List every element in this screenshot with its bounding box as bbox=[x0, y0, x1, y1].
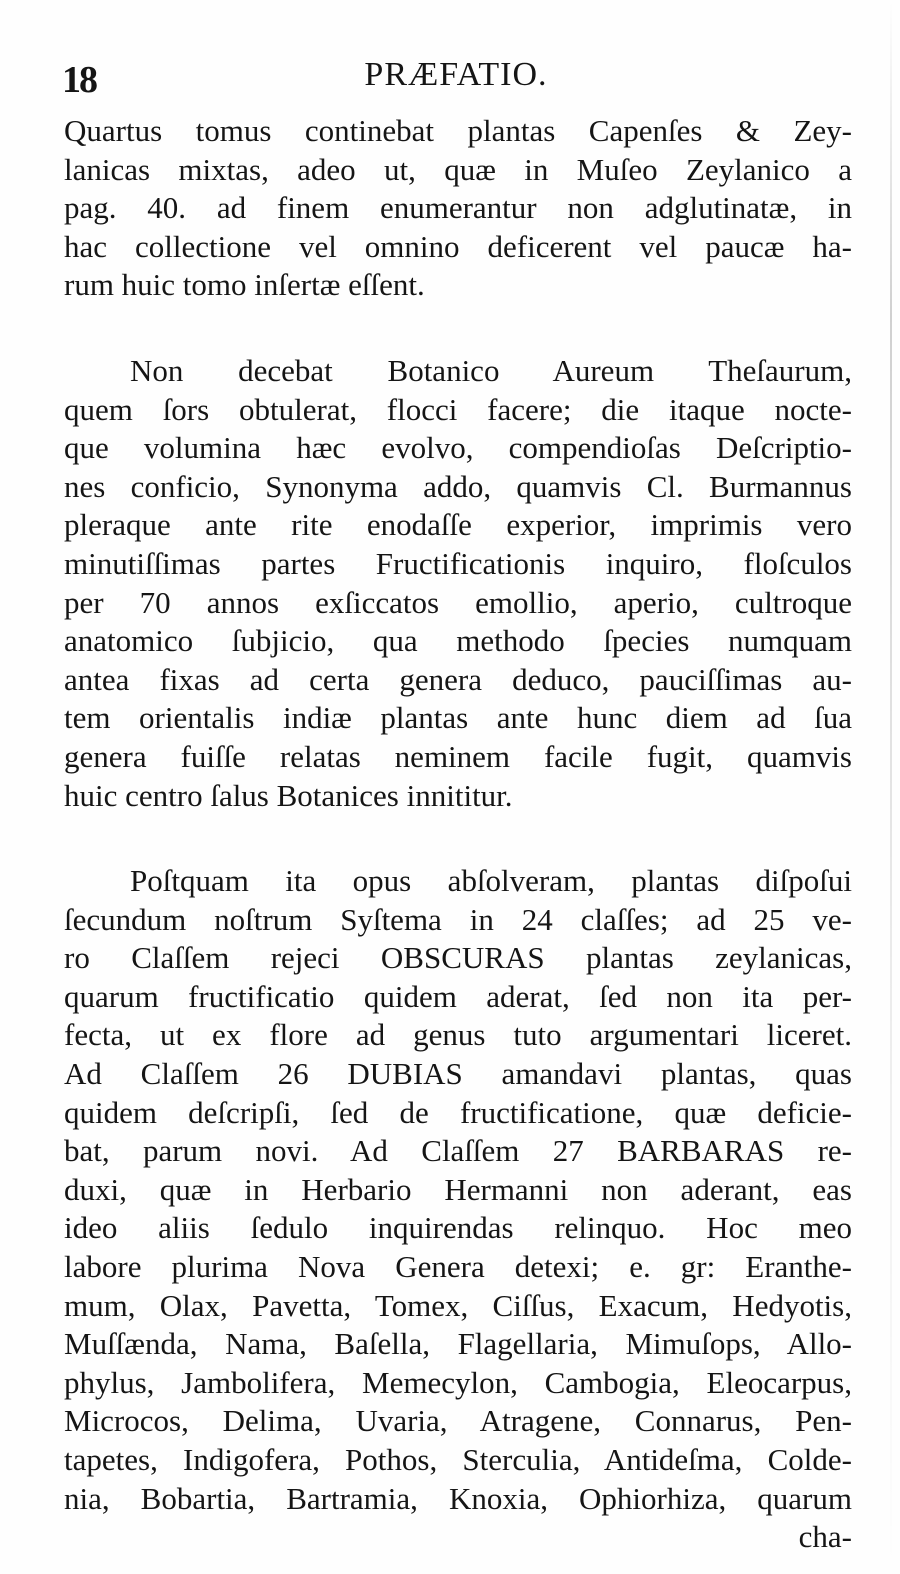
text-line: quarum fructificatio quidem aderat, ſed non ita per- bbox=[64, 978, 852, 1014]
text-line: Microcos, Delima, Uvaria, Atragene, Connarus, Pen- bbox=[64, 1403, 852, 1439]
text-line: mum, Olax, Pavetta, Tomex, Ciſſus, Exacum, Hedyotis, bbox=[64, 1287, 852, 1323]
text-line: ro Claſſem rejeci OBSCURAS plantas zeylanicas, bbox=[64, 940, 852, 976]
text-line: quem ſors obtulerat, flocci facere; die itaque nocte- bbox=[64, 391, 852, 427]
text-line: Quartus tomus continebat plantas Capenſes & Zey- bbox=[64, 113, 852, 148]
text-line: labore plurima Nova Genera detexi; e. gr: Eranthe- bbox=[64, 1249, 852, 1285]
text-line: nes conficio, Synonyma addo, quamvis Cl. Burmannus bbox=[64, 468, 852, 504]
text-line: minutiſſimas partes Fructificationis inquiro, floſculos bbox=[64, 545, 852, 581]
catchword: cha- bbox=[798, 1519, 852, 1555]
text-line: lanicas mixtas, adeo ut, quæ in Muſeo Zeylanico a bbox=[64, 151, 852, 187]
text-line: per 70 annos exſiccatos emollio, aperio, cultroque bbox=[64, 584, 852, 620]
text-line: Non decebat Botanico Aureum Theſaurum, bbox=[130, 352, 852, 388]
text-line: bat, parum novi. Ad Claſſem 27 BARBARAS re- bbox=[64, 1133, 852, 1169]
paragraph-1 bbox=[64, 112, 852, 305]
paragraph-2 bbox=[64, 352, 852, 815]
page-header bbox=[62, 52, 850, 102]
text-line: huic centro ſalus Botanices innititur. bbox=[64, 777, 513, 813]
text-line: hac collectione vel omnino deficerent vel paucæ ha- bbox=[64, 228, 852, 264]
text-line: quidem deſcripſi, ſed de fructificatione, quæ deficie- bbox=[64, 1094, 852, 1130]
page-edge-shadow bbox=[890, 0, 892, 1574]
text-line: rum huic tomo inſertæ eſſent. bbox=[64, 267, 425, 303]
body-text bbox=[64, 112, 852, 1557]
text-line: que volumina hæc evolvo, compendioſas Deſcriptio- bbox=[64, 430, 852, 466]
text-line: Ad Claſſem 26 DUBIAS amandavi plantas, quas bbox=[64, 1056, 852, 1092]
text-line: tapetes, Indigofera, Pothos, Sterculia, Antideſma, Colde- bbox=[64, 1442, 852, 1477]
running-title: PRÆFATIO. bbox=[364, 56, 548, 93]
text-line: tem orientalis indiæ plantas ante hunc diem ad ſua bbox=[64, 700, 852, 736]
page-number: 18 bbox=[62, 59, 96, 101]
text-line: fecta, ut ex flore ad genus tuto argumentari liceret. bbox=[64, 1017, 852, 1053]
text-line: Poſtquam ita opus abſolveram, plantas diſpoſui bbox=[130, 863, 852, 899]
text-line: pag. 40. ad finem enumerantur non adglutinatæ, in bbox=[64, 190, 852, 226]
text-line: Muſſænda, Nama, Baſella, Flagellaria, Mimuſops, Allo- bbox=[64, 1326, 852, 1362]
text-line: anatomico ſubjicio, qua methodo ſpecies numquam bbox=[64, 623, 852, 659]
text-line: nia, Bobartia, Bartramia, Knoxia, Ophiorhiza, quarum bbox=[64, 1480, 852, 1516]
paragraph-3 bbox=[64, 862, 852, 1518]
text-line: ideo aliis ſedulo inquirendas relinquo. Hoc meo bbox=[64, 1210, 852, 1246]
text-line: pleraque ante rite enodaſſe experior, imprimis vero bbox=[64, 507, 852, 543]
text-line: ſecundum noſtrum Syſtema in 24 claſſes; ad 25 ve- bbox=[64, 901, 852, 937]
text-line: duxi, quæ in Herbario Hermanni non aderant, eas bbox=[64, 1171, 852, 1207]
text-line: genera fuiſſe relatas neminem facile fugit, quamvis bbox=[64, 738, 852, 774]
text-line: phylus, Jambolifera, Memecylon, Cambogia, Eleocarpus, bbox=[64, 1364, 852, 1400]
text-line: antea fixas ad certa genera deduco, pauciſſimas au- bbox=[64, 661, 852, 697]
